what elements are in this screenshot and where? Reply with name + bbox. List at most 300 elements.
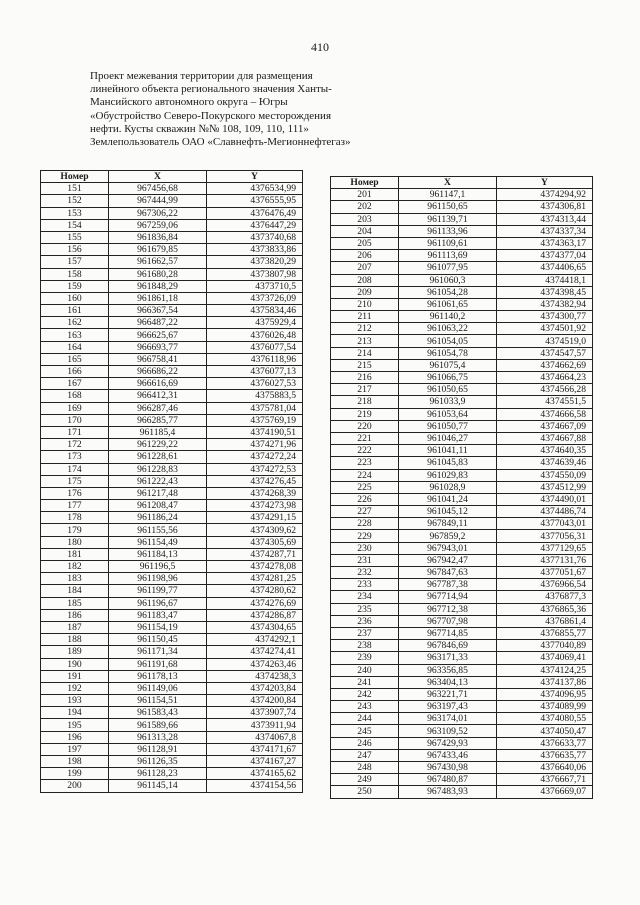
y-coordinate-cell: 4374287,71 [207,548,303,560]
point-number-cell: 242 [331,688,399,700]
x-coordinate-cell: 961848,29 [109,280,207,292]
x-coordinate-cell: 963197,43 [399,701,497,713]
x-coordinate-cell: 961155,56 [109,524,207,536]
point-number-cell: 219 [331,408,399,420]
point-number-cell: 220 [331,420,399,432]
heading-line: Проект межевания территории для размещения [90,70,313,82]
table-row [41,305,303,317]
y-coordinate-cell: 4375883,5 [207,390,303,402]
x-coordinate-cell: 961063,22 [399,323,497,335]
point-number-cell: 228 [331,518,399,530]
point-number-cell: 183 [41,573,109,585]
x-coordinate-cell: 967847,63 [399,567,497,579]
table-row [331,469,593,481]
table-row [331,286,593,298]
y-coordinate-cell: 4374667,88 [497,432,593,444]
y-coordinate-cell: 4376633,77 [497,737,593,749]
x-coordinate-cell: 967714,85 [399,627,497,639]
point-number-cell: 161 [41,305,109,317]
x-coordinate-cell: 961191,68 [109,658,207,670]
table-row [41,682,303,694]
point-number-cell: 196 [41,731,109,743]
table-row [41,634,303,646]
y-coordinate-cell: 4377051,67 [497,567,593,579]
y-coordinate-cell: 4374418,1 [497,274,593,286]
point-number-cell: 182 [41,561,109,573]
heading-line: линейного объекта регионального значения Ханты- [90,83,332,96]
y-coordinate-cell: 4374304,65 [207,621,303,633]
x-coordinate-cell: 967943,01 [399,542,497,554]
table-row [331,201,593,213]
point-number-cell: 243 [331,701,399,713]
x-coordinate-cell: 963109,52 [399,725,497,737]
point-number-cell: 193 [41,695,109,707]
y-coordinate-cell: 4374067,8 [207,731,303,743]
point-number-cell: 236 [331,615,399,627]
table-row [331,554,593,566]
point-number-cell: 221 [331,432,399,444]
x-coordinate-cell: 961147,1 [399,189,497,201]
x-coordinate-cell: 967480,87 [399,774,497,786]
x-coordinate-cell: 961198,96 [109,573,207,585]
y-coordinate-cell: 4374547,57 [497,347,593,359]
x-coordinate-cell: 961196,5 [109,561,207,573]
x-coordinate-cell: 961185,4 [109,426,207,438]
x-coordinate-cell: 961222,43 [109,475,207,487]
point-number-cell: 155 [41,231,109,243]
y-coordinate-cell: 4376077,13 [207,366,303,378]
point-number-cell: 233 [331,579,399,591]
y-coordinate-cell: 4374566,28 [497,384,593,396]
point-number-cell: 179 [41,524,109,536]
y-coordinate-cell: 4374203,84 [207,682,303,694]
point-number-cell: 184 [41,585,109,597]
x-coordinate-cell: 961183,47 [109,609,207,621]
x-coordinate-cell: 967849,11 [399,518,497,530]
table-row [331,518,593,530]
y-coordinate-cell: 4376534,99 [207,183,303,195]
x-coordinate-cell: 961583,43 [109,707,207,719]
table-row [331,213,593,225]
table-row [41,256,303,268]
x-coordinate-cell: 961145,14 [109,780,207,792]
point-number-cell: 164 [41,341,109,353]
point-number-cell: 166 [41,366,109,378]
x-coordinate-cell: 961228,61 [109,451,207,463]
y-coordinate-cell: 4377043,01 [497,518,593,530]
y-coordinate-cell: 4374096,95 [497,688,593,700]
y-coordinate-cell: 4374313,44 [497,213,593,225]
point-number-cell: 152 [41,195,109,207]
point-number-cell: 153 [41,207,109,219]
x-coordinate-cell: 963404,13 [399,676,497,688]
x-coordinate-cell: 967712,38 [399,603,497,615]
table-row [331,262,593,274]
x-coordinate-cell: 961053,64 [399,408,497,420]
point-number-cell: 217 [331,384,399,396]
y-coordinate-cell: 4375781,04 [207,402,303,414]
table-row [41,402,303,414]
point-number-cell: 172 [41,439,109,451]
table-row [331,506,593,518]
point-number-cell: 245 [331,725,399,737]
y-coordinate-cell: 4377131,76 [497,554,593,566]
table-row [331,298,593,310]
table-row [331,615,593,627]
table-row [41,536,303,548]
table-row [41,439,303,451]
y-coordinate-cell: 4374281,25 [207,573,303,585]
x-coordinate-cell: 961054,05 [399,335,497,347]
point-number-cell: 248 [331,762,399,774]
table-row [41,597,303,609]
x-coordinate-cell: 961075,4 [399,359,497,371]
x-coordinate-cell: 966625,67 [109,329,207,341]
x-coordinate-cell: 961045,83 [399,457,497,469]
table-row [41,707,303,719]
x-coordinate-cell: 961217,48 [109,487,207,499]
point-number-cell: 250 [331,786,399,798]
y-coordinate-cell: 4374278,08 [207,561,303,573]
point-number-cell: 218 [331,396,399,408]
x-coordinate-cell: 966285,77 [109,414,207,426]
y-coordinate-cell: 4375929,4 [207,317,303,329]
y-coordinate-cell: 4374305,69 [207,536,303,548]
x-coordinate-cell: 961149,06 [109,682,207,694]
x-coordinate-cell: 961154,49 [109,536,207,548]
y-coordinate-cell: 4374272,24 [207,451,303,463]
table-row [41,231,303,243]
table-row [331,347,593,359]
x-coordinate-cell: 967444,99 [109,195,207,207]
y-coordinate-cell: 4374382,94 [497,298,593,310]
point-number-cell: 194 [41,707,109,719]
x-coordinate-cell: 961154,19 [109,621,207,633]
y-coordinate-cell: 4374501,92 [497,323,593,335]
table-row [331,323,593,335]
y-coordinate-cell: 4373807,98 [207,268,303,280]
point-number-cell: 231 [331,554,399,566]
point-number-cell: 238 [331,640,399,652]
x-coordinate-cell: 961050,77 [399,420,497,432]
y-coordinate-cell: 4374167,27 [207,756,303,768]
table-row [331,591,593,603]
y-coordinate-cell: 4374639,46 [497,457,593,469]
y-coordinate-cell: 4376667,71 [497,774,593,786]
point-number-cell: 206 [331,250,399,262]
point-number-cell: 213 [331,335,399,347]
point-number-cell: 247 [331,749,399,761]
point-number-cell: 199 [41,768,109,780]
point-number-cell: 190 [41,658,109,670]
x-coordinate-cell: 967259,06 [109,219,207,231]
table-row [41,183,303,195]
x-coordinate-cell: 961050,65 [399,384,497,396]
y-coordinate-cell: 4374276,45 [207,475,303,487]
x-coordinate-cell: 961171,34 [109,646,207,658]
table-row [331,237,593,249]
y-coordinate-cell: 4374171,67 [207,743,303,755]
x-coordinate-cell: 961679,85 [109,244,207,256]
x-coordinate-cell: 966367,54 [109,305,207,317]
table-row [41,585,303,597]
table-row [331,640,593,652]
point-number-cell: 156 [41,244,109,256]
y-coordinate-cell: 4376669,07 [497,786,593,798]
y-coordinate-cell: 4374154,56 [207,780,303,792]
table-row [331,774,593,786]
point-number-cell: 154 [41,219,109,231]
table-row [331,688,593,700]
table-row [331,676,593,688]
x-coordinate-cell: 961836,84 [109,231,207,243]
x-coordinate-cell: 967483,93 [399,786,497,798]
table-row [331,359,593,371]
x-coordinate-cell: 966686,22 [109,366,207,378]
y-coordinate-cell: 4374512,99 [497,481,593,493]
point-number-cell: 246 [331,737,399,749]
x-coordinate-cell: 961589,66 [109,719,207,731]
column-header-y: Y [497,177,593,189]
x-coordinate-cell: 961184,13 [109,548,207,560]
x-coordinate-cell: 961178,13 [109,670,207,682]
point-number-cell: 186 [41,609,109,621]
x-coordinate-cell: 961199,77 [109,585,207,597]
y-coordinate-cell: 4374551,5 [497,396,593,408]
point-number-cell: 177 [41,500,109,512]
point-number-cell: 188 [41,634,109,646]
table-row [41,512,303,524]
x-coordinate-cell: 963221,71 [399,688,497,700]
y-coordinate-cell: 4373833,86 [207,244,303,256]
coordinates-table-left [40,170,303,793]
y-coordinate-cell: 4376855,77 [497,627,593,639]
table-row [331,493,593,505]
x-coordinate-cell: 966616,69 [109,378,207,390]
y-coordinate-cell: 4376877,3 [497,591,593,603]
table-row [41,426,303,438]
table-row [41,390,303,402]
table-row [331,567,593,579]
y-coordinate-cell: 4373726,09 [207,292,303,304]
point-number-cell: 214 [331,347,399,359]
table-row [41,353,303,365]
x-coordinate-cell: 967429,93 [399,737,497,749]
table-row [331,384,593,396]
point-number-cell: 232 [331,567,399,579]
table-row [41,646,303,658]
x-coordinate-cell: 961033,9 [399,396,497,408]
point-number-cell: 175 [41,475,109,487]
point-number-cell: 201 [331,189,399,201]
y-coordinate-cell: 4374268,39 [207,487,303,499]
y-coordinate-cell: 4376476,49 [207,207,303,219]
x-coordinate-cell: 961861,18 [109,292,207,304]
point-number-cell: 165 [41,353,109,365]
point-number-cell: 226 [331,493,399,505]
point-number-cell: 187 [41,621,109,633]
point-number-cell: 180 [41,536,109,548]
table-row [331,481,593,493]
point-number-cell: 163 [41,329,109,341]
point-number-cell: 171 [41,426,109,438]
x-coordinate-cell: 961029,83 [399,469,497,481]
table-row [331,701,593,713]
y-coordinate-cell: 4374550,09 [497,469,593,481]
table-row [41,280,303,292]
table-row [41,695,303,707]
table-row [331,579,593,591]
x-coordinate-cell: 966412,31 [109,390,207,402]
point-number-cell: 204 [331,225,399,237]
table-row [41,731,303,743]
x-coordinate-cell: 961208,47 [109,500,207,512]
heading-line: нефти. Кусты скважин №№ 108, 109, 110, 111» [90,122,309,135]
y-coordinate-cell: 4373820,29 [207,256,303,268]
table-row [331,225,593,237]
table-row [41,219,303,231]
point-number-cell: 192 [41,682,109,694]
point-number-cell: 160 [41,292,109,304]
y-coordinate-cell: 4375834,46 [207,305,303,317]
point-number-cell: 168 [41,390,109,402]
point-number-cell: 185 [41,597,109,609]
table-row [331,664,593,676]
y-coordinate-cell: 4374667,09 [497,420,593,432]
point-number-cell: 197 [41,743,109,755]
x-coordinate-cell: 961196,67 [109,597,207,609]
table-row [41,573,303,585]
point-number-cell: 189 [41,646,109,658]
y-coordinate-cell: 4374300,77 [497,311,593,323]
table-row [331,274,593,286]
x-coordinate-cell: 967456,68 [109,183,207,195]
heading-line: Землепользователь ОАО «Славнефть-Мегионнефтегаз» [90,136,351,149]
table-row [331,372,593,384]
point-number-cell: 195 [41,719,109,731]
x-coordinate-cell: 961028,9 [399,481,497,493]
table-row [331,627,593,639]
point-number-cell: 176 [41,487,109,499]
y-coordinate-cell: 4376865,36 [497,603,593,615]
table-row [331,713,593,725]
y-coordinate-cell: 4374363,17 [497,237,593,249]
table-row [331,603,593,615]
y-coordinate-cell: 4376861,4 [497,615,593,627]
table-header-row [331,177,593,189]
y-coordinate-cell: 4374276,69 [207,597,303,609]
point-number-cell: 169 [41,402,109,414]
table-row [41,414,303,426]
y-coordinate-cell: 4374165,62 [207,768,303,780]
y-coordinate-cell: 4376118,96 [207,353,303,365]
y-coordinate-cell: 4373911,94 [207,719,303,731]
table-row [41,768,303,780]
y-coordinate-cell: 4374286,87 [207,609,303,621]
y-coordinate-cell: 4376077,54 [207,341,303,353]
table-row [41,292,303,304]
x-coordinate-cell: 961128,23 [109,768,207,780]
y-coordinate-cell: 4374080,55 [497,713,593,725]
x-coordinate-cell: 961154,51 [109,695,207,707]
point-number-cell: 249 [331,774,399,786]
y-coordinate-cell: 4374291,15 [207,512,303,524]
x-coordinate-cell: 961150,45 [109,634,207,646]
table-row [41,463,303,475]
point-number-cell: 170 [41,414,109,426]
y-coordinate-cell: 4374273,98 [207,500,303,512]
point-number-cell: 202 [331,201,399,213]
point-number-cell: 209 [331,286,399,298]
table-row [41,500,303,512]
table-row [41,317,303,329]
table-header-row [41,171,303,183]
y-coordinate-cell: 4374664,23 [497,372,593,384]
point-number-cell: 227 [331,506,399,518]
point-number-cell: 162 [41,317,109,329]
page-number: 410 [311,40,329,54]
table-row [41,207,303,219]
table-row [331,432,593,444]
point-number-cell: 240 [331,664,399,676]
x-coordinate-cell: 961113,69 [399,250,497,262]
x-coordinate-cell: 967714,94 [399,591,497,603]
table-row [331,530,593,542]
y-coordinate-cell: 4374124,25 [497,664,593,676]
table-row [41,670,303,682]
point-number-cell: 159 [41,280,109,292]
x-coordinate-cell: 961041,24 [399,493,497,505]
table-row [41,366,303,378]
point-number-cell: 158 [41,268,109,280]
x-coordinate-cell: 966693,77 [109,341,207,353]
table-row [41,378,303,390]
table-row [331,420,593,432]
y-coordinate-cell: 4374137,86 [497,676,593,688]
x-coordinate-cell: 967942,47 [399,554,497,566]
y-coordinate-cell: 4376635,77 [497,749,593,761]
table-row [331,311,593,323]
x-coordinate-cell: 961066,75 [399,372,497,384]
y-coordinate-cell: 4374294,92 [497,189,593,201]
point-number-cell: 216 [331,372,399,384]
point-number-cell: 203 [331,213,399,225]
point-number-cell: 207 [331,262,399,274]
y-coordinate-cell: 4374666,58 [497,408,593,420]
point-number-cell: 244 [331,713,399,725]
table-row [41,548,303,560]
x-coordinate-cell: 961054,78 [399,347,497,359]
y-coordinate-cell: 4374406,65 [497,262,593,274]
table-row [41,475,303,487]
table-row [331,749,593,761]
point-number-cell: 191 [41,670,109,682]
table-row [41,487,303,499]
y-coordinate-cell: 4373710,5 [207,280,303,292]
point-number-cell: 208 [331,274,399,286]
x-coordinate-cell: 963356,85 [399,664,497,676]
x-coordinate-cell: 961680,28 [109,268,207,280]
x-coordinate-cell: 961133,96 [399,225,497,237]
y-coordinate-cell: 4374050,47 [497,725,593,737]
point-number-cell: 173 [41,451,109,463]
table-row [331,786,593,798]
table-row [41,329,303,341]
y-coordinate-cell: 4374200,84 [207,695,303,707]
y-coordinate-cell: 4374640,35 [497,445,593,457]
y-coordinate-cell: 4374069,41 [497,652,593,664]
y-coordinate-cell: 4374271,96 [207,439,303,451]
